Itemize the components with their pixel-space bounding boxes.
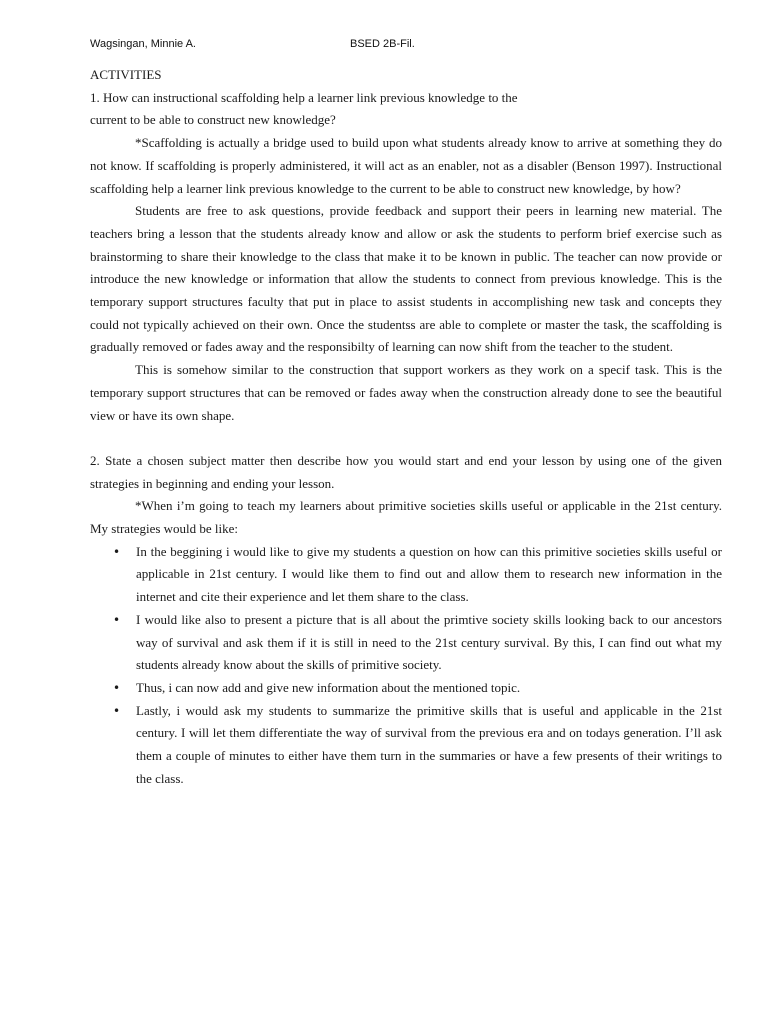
document-body bbox=[90, 64, 722, 790]
answer-1-paragraph: *Scaffolding is actually a bridge used to build upon what students already know to arrive at something they do not know. If scaffolding is properly administered, it will act as an enabler, not as a disabler (Benson 1997). Instructional scaffolding help a learner link previous knowledge to the current to be able to construct new knowledge, by how? bbox=[90, 135, 722, 196]
strategy-list-item: • Thus, i can now add and give new information about the mentioned topic. bbox=[90, 677, 722, 700]
answer-1-paragraph: This is somehow similar to the construction that support workers as they work on a specif task. This is the temporary support structures that can be removed or fades away when the construction already done to see the beautiful view or have its own shape. bbox=[90, 362, 722, 423]
question-1-line-1: 1. How can instructional scaffolding help a learner link previous knowledge to the bbox=[90, 89, 518, 105]
course-section: BSED 2B-Fil. bbox=[350, 38, 415, 50]
student-name: Wagsingan, Minnie A. bbox=[90, 38, 196, 50]
question-2-text: 2. State a chosen subject matter then describe how you would start and end your lesson by using one of the given strategies in beginning and ending your lesson. bbox=[90, 452, 722, 491]
question-1-line-2: current to be able to construct new knowledge? bbox=[90, 112, 336, 128]
answer-2-intro: *When i’m going to teach my learners about primitive societies skills useful or applicable in the 21st century. My strategies would be like: bbox=[90, 498, 722, 537]
strategy-list-item: • In the beggining i would like to give my students a question on how can this primitive societies skills useful or applicable in 21st century. I would like them to find out and allow them to research new information in the internet and cite their experience and let them share to the class. bbox=[90, 541, 722, 609]
strategy-list-item: • Lastly, i would ask my students to summarize the primitive skills that is useful and applicable in the 21st century. I will let them differentiate the way of survival from the previous era and on todays generation. I’ll ask them a couple of minutes to either have them turn in the summaries or have a few presents of their writings to the class. bbox=[90, 700, 722, 791]
section-title: ACTIVITIES bbox=[90, 67, 162, 82]
strategy-list-item: • I would like also to present a picture that is all about the primtive society skills looking back to our ancestors way of survival and ask them if it is still in need to the 21st century survival. By this, I can find out what my students already know about the skills of primitive society. bbox=[90, 609, 722, 677]
strategy-list bbox=[90, 541, 722, 791]
answer-1-paragraph: Students are free to ask questions, provide feedback and support their peers in learning new material. The teachers bring a lesson that the students already know and allow or ask the students to perform brief exercise such as brainstorming to share their knowledge to the class that make it to be known in public. The teacher can now provide or introduce the new knowledge or information that allow the students to connect from previous knowledge. This is the temporary support structures faculty that put in place to assist students in accomplishing new task and concepts they could not typically achieved on their own. Once the studentss are able to complete or master the task, the scaffolding is gradually removed or fades away and the responsibilty of learning can now shift from the teacher to the student. bbox=[90, 203, 722, 355]
paragraph-spacer bbox=[90, 427, 722, 450]
